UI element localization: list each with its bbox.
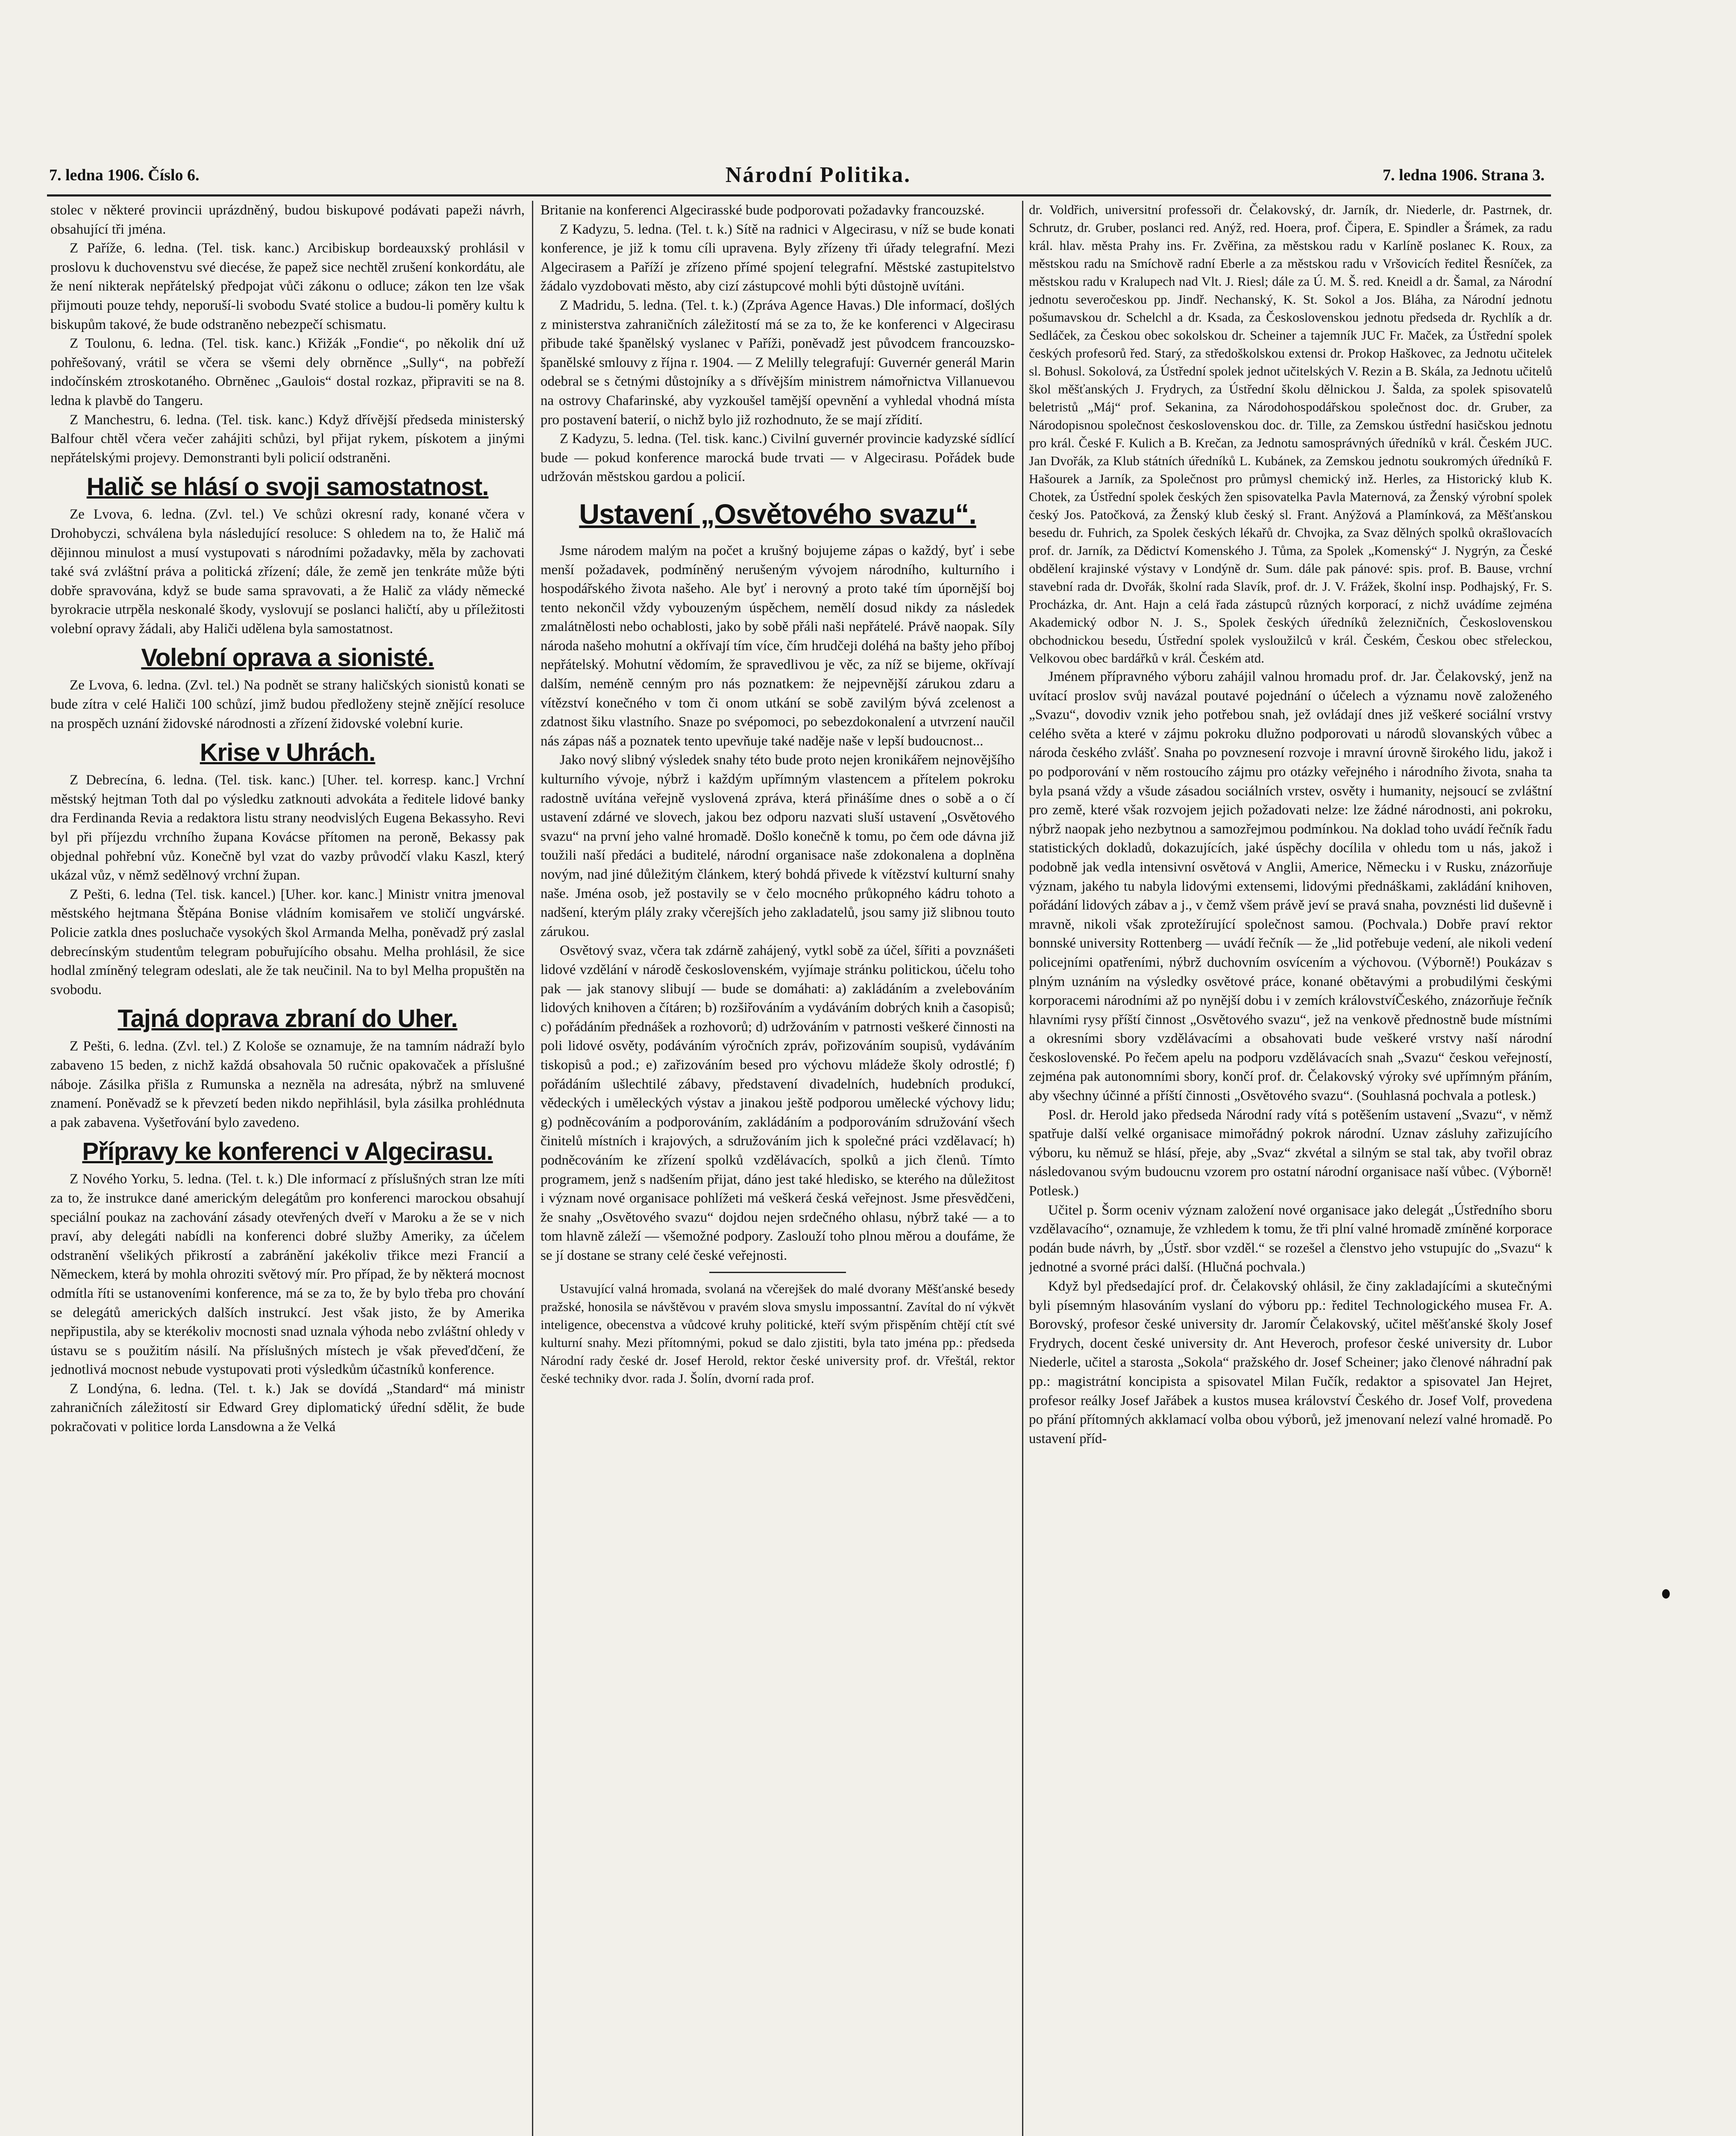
- ink-spot: [1662, 1589, 1670, 1599]
- article-heading: Přípravy ke konferenci v Algecirasu.: [82, 1138, 493, 1166]
- column-divider: [1022, 201, 1023, 2136]
- article-heading: Krise v Uhrách.: [200, 739, 376, 767]
- article-text: Když byl předsedající prof. dr. Čelakovský ohlásil, že činy zakladajícími a skutečnými byli písemným hlasováním vyslaní do výboru pp.: ředitel Technologického musea Fr. A. Borovský, profesor české university dr. Jaromír Čelakovský, učitel měšťanské školy Josef Frydrych, docent české university dr. Ant Heveroch, profesor české university dr. Lubor Niederle, učitel a starosta „Sokola“ pražského dr. Josef Scheiner; jako členové náhradní pak pp.: magistrátní koncipista a spisovatel Milan Fučík, redaktor a spisovatel Jan Hejret, profesor reálky Josef Jařábek a kustos musea království Českého dr. Josef Volf, provedena po přání přítomných akklamací volba obou výborů, jež jmenovaní nelezí valné hromadě. Po ustavení příd-: [1029, 1279, 1552, 1446]
- column-3: [1029, 201, 1552, 2136]
- article-heading: Halič se hlásí o svoji samostatnost.: [86, 473, 489, 501]
- article-text: Z Kadyzu, 5. ledna. (Tel. tisk. kanc.) Civilní guvernér provincie kadyzské sídlící bude — pokud konference marocká bude trvati — v Algecirasu. Pořádek bude udržován městskou gardou a policií.: [540, 431, 1015, 485]
- article-heading: Tajná doprava zbraní do Uher.: [117, 1005, 458, 1033]
- article-text: Posl. dr. Herold jako předseda Národní rady vítá s potěšením ustavení „Svazu“, v němž spatřuje další velké organisace mimořádný pokrok národní. Uznav zásluhy zařizujícího výboru, ku němuž se hlásí, přeje, aby „Svaz“ zkvétal a silným se stal tak, aby tvořil obraz následovanou svým budoucnu vzorem pro ostatní národní organisace naší vůbec. (Výborně! Potlesk.): [1029, 1107, 1552, 1199]
- article-text: Z Kadyzu, 5. ledna. (Tel. t. k.) Sítě na radnici v Algecirasu, v níž se bude konati konference, je již k tomu cíli upravena. Byly zřízeny tři úřady telegrafní. Mezi Algecirasem a Paříží je zřízeno přímé spojení telegrafní. Městské zastupitelstvo žádalo vyzdobovati město, aby cizí zástupcové mohli býti důstojně uvítáni.: [540, 221, 1015, 294]
- page-header: [49, 162, 1545, 192]
- article-heading: Ustavení „Osvětového svazu“.: [579, 498, 976, 530]
- article-text: Z Pešti, 6. ledna (Tel. tisk. kancel.) [Uher. kor. kanc.] Ministr vnitra jmenoval městského hejtmana Štěpána Bonise vládním komisařem ve stoličí ungvárské. Policie zatkla dnes posluchače vysokých škol Armanda Melha, poněvadž prý zaslal debrecínským studentům telegram pobuřujícího obsahu. Melha prohlásil, že sice hodlal zmíněný telegram odeslati, ale že tak neučinil. Na to byl Melha propuštěn na svobodu.: [50, 886, 525, 998]
- article-text: Z Manchestru, 6. ledna. (Tel. tisk. kanc.) Když dřívější předseda ministerský Balfour chtěl včera večer zahájiti schůzi, byl přijat rykem, pískotem a jinými nepřátelskými projevy. Demonstranti byli policií odstraněni.: [50, 412, 525, 466]
- article-text: Ze Lvova, 6. ledna. (Zvl. tel.) Ve schůzi okresní rady, konané včera v Drohobyczi, schválena byla následující resoluce: S ohledem na to, že Halič má dějinnou minulost a musí vystupovati s národními požadavky, měla by zachovati také svá zvláštní práva a politická zřízení; dále, že země jen tenkráte může býti dobře spravována, když se bude sama spravovati, a že Halič za vlády německé byrokracie utrpěla neskonalé škody, vyslovují se poslanci haličtí, aby u příležitosti volební opravy žádali, aby Haliči udělena byla samostatnost.: [50, 507, 525, 637]
- article-text: Osvětový svaz, včera tak zdárně zahájený, vytkl sobě za účel, šířiti a povznášeti lidové vzdělání v národě československém, vyjímaje stránku politickou, účelu toho pak — jak stanovy slibují — bude se domáhati: a) zakládáním a zvelebováním lidových knihoven a čítáren; b) rozšiřováním a vydáváním dobrých knih a časopisů; c) pořádáním přednášek a rozhovorů; d) udržováním v patrnosti veškeré činnosti na poli lidové osvěty, podáváním výročních zpráv, pořizováním soupisů, vydáváním tiskopisů a pod.; e) zařizováním besed pro výchovu mládeže školy odrostlé; f) pořádáním ušlechtilé zábavy, představení divadelních, hudebních produkcí, vědeckých i uměleckých výstav a jinakou ještě podporou umělecké výchovy lidu; g) podněcováním a podporováním, zakládáním a podporováním sdružování všech činitelů místních i krajových, a sdružováním jich k společné práci vzdělavací; h) podněcováním ke zřízení spolků vzdělávacích, spolků a jich členů. Tímto programem, jenž s nadšením přijat, dáno jest také hledisko, se kterého na důležitost i význam nové organisace pohlížeti má veškerá česká veřejnost. Jsme přesvědčeni, že snahy „Osvětového svazu“ dojdou nejen srdečného ohlasu, nýbrž také — a to tom hlavně záleží — všemožné podpory. Zaslouží toho plnou měrou a doufáme, že se jí dostane se strany celé české veřejnosti.: [540, 943, 1015, 1263]
- article-text: Ze Lvova, 6. ledna. (Zvl. tel.) Na podnět se strany haličských sionistů konati se bude zítra v celé Haliči 100 schůzí, jimž budou předloženy stejně znějící resoluce na prospěch uznání židovské národnosti a zřízení židovské volební kurie.: [50, 678, 525, 731]
- article-text: Jsme národem malým na počet a krušný bojujeme zápas o každý, byť i sebe menší požadavek, podmíněný nerušeným vývojem národního, kulturního i hospodářského života našeho. Ale byť i nerovný a proto také tím úpornější boj tento nekončil vždy vybouzeným úspěchem, nemělí dosud nikdy za následek zmalátnělosti nebo ochablosti, jako by sobě přáli naši nepřátelé. Právě naopak. Síly národa našeho mohutní a okřívají tím více, čím hrudčeji doléhá na bašty jeho příboj nepřátelský. Mohutní vědomím, že spravedlivou je věc, za níž se bijeme, okřívají dalším, neméně cenným pro nás poznatkem: že nejpevnější zárukou zdaru a vítězství konečného v tom či onom utkání se sobě zavilým bývá zcelenost a zdatnost šiku vlastního. Snaze po svépomoci, po sebezdokonalení a utvrzení naučil nás zápas náš a poznatek tento upevňuje také naděje naše v lepší budoucnost...: [540, 543, 1015, 749]
- article-text: Z Pešti, 6. ledna. (Zvl. tel.) Z Kološe se oznamuje, že na tamním nádraží bylo zabaveno 15 beden, z nichž každá obsahovala 50 ručnic opakovaček a příslušné náboje. Zásilka přišla z Rumunska a nezněla na adresáta, nýbrž na smluvené znamení. Poněvadž se k převzetí beden nikdo nepřihlásil, byla zásilka prohlédnuta a pak zabavena. Vyšetřování bylo zavedeno.: [50, 1039, 525, 1130]
- header-rule: [47, 194, 1551, 197]
- article-text: Z Debrecína, 6. ledna. (Tel. tisk. kanc.) [Uher. tel. korresp. kanc.] Vrchní městský hejtman Toth dal po výsledku zatknouti advokáta a ředitele lidové banky dra Ferdinanda Revia a redaktora listu strany neodvislých Eugena Bekassyho. Revi byl při příjezdu vrchního župana Kovácse přítomen na peroně, Bekassy pak objednal pohřební vůz. Konečně byl vzat do vazby průvodčí vlaku Kaszl, který ukázal vůz, v němž sedělnový vrchní župan.: [50, 772, 525, 883]
- header-date-page: 7. ledna 1906. Strana 3.: [1383, 166, 1545, 184]
- article-text: Jménem přípravného výboru zahájil valnou hromadu prof. dr. Jar. Čelakovský, jenž na uvítací proslov svůj navázal poutavé pojednání o účelech a významu nově založeného „Svazu“, dovodiv vznik jeho potřebou snah, jež ovládají dnes již veškeré sociální vrstvy celého světa a které v zájmu pokroku dlužno podporovati u národů slovanských vůbec a národa českého zvlášť. Snaha po povznesení rozvoje i mravní úrovně širokého lidu, jakož i po podporování v něm rostoucího zájmu pro otázky veřejného i národního života, snaha ta byla psaná vždy a všude zásadou sociálních vrstev, osvěty i humanity, nejsoucí se zvláštní pro země, které však rozvojem jejich požadovati nelze: lze žádné národnosti, ani pokroku, nýbrž naopak jeho nezbytnou a samozřejmou podmínkou. Na doklad toho uvádí řečník řadu statistických dokladů, dokazujících, jaké úspěchy docílila v ohledu tom u nás, jakož i podobně jak vedla intensivní osvětová v Anglii, Americe, Německu i v Rusku, znázorňuje význam, jakého tu nabyla lidovými extensemi, lidovými přednáškami, zakládání knihoven, pořádání lidových zábav a j., v čemž všem právě jeví se pravá snaha, povznésti lid duševně i mravně, nikoli však zprotežírující společnost samou. (Pochvala.) Dobře praví rektor bonnské university Rottenberg — uvádí řečník — že „lid potřebuje vedení, ale nikoli vedení policejními opatřeními, nýbrž duchovním osvícením a výchovou. (Výborně!) Poukázav s plným uznáním na výsledky osvětové práce, konané obětavými a probudilými českými korporacemi národními až po nynější dobu i v zemích královstvíČeského, znázorňuje řečník hlavními rysy příští činnost „Osvětového svazu“, jež na venkově přednostně bude místními a okresními sbory vzdělávacími a obsahovati bude veškeré vrstvy naší národní československé. Po řečem apelu na podporu vzdělávacích snah „Svazu“ českou veřejností, zejména pak autonomními sbory, končí prof. dr. Čelakovský výroky své upřímným přáním, aby všechny účinné a příští činnosti „Osvětového svazu“. (Souhlasná pochvala a potlesk.): [1029, 669, 1552, 1104]
- article-text: Z Madridu, 5. ledna. (Tel. t. k.) (Zpráva Agence Havas.) Dle informací, došlých z ministerstva zahraničních záležitostí má se za to, že ke konferenci v Algecirasu přibude také španělský vyslanec v Paříži, poněvadž jest původcem francouzsko-španělské smlouvy z října r. 1904. — Z Melilly telegrafují: Guvernér generál Marin odebral se s četnými důstojníky a s dřívějším ministrem námořnictva Villanuevou na ostrovy Chafarinské, aby vyzkoušel tamější opevnění a vyhledal vhodná místa pro postavení baterií, o nichž bylo již rozhodnuto, že se mají zřídití.: [540, 297, 1015, 428]
- column-2: [540, 201, 1015, 2136]
- article-text: dr. Voldřich, universitní professoři dr. Čelakovský, dr. Jarník, dr. Niederle, dr. Pastrnek, dr. Schrutz, dr. Gruber, poslanci red. Anýž, red. Hoera, prof. Čipera, E. Spindler a Šrámek, za radu král. hlav. města Prahy ins. Fr. Zvěřina, za městskou radu v Karlíně poslanec K. Roux, za městskou radu na Smíchově radní Eberle a za městskou radu v Vršovicích ředitel Řesníček, za městskou radu v Kralupech nad Vlt. J. Riesl; dále za Ú. M. Š. red. Kneidl a dr. Šamal, za Národní jednotu severočeskou pp. Jindř. Nechanský, K. St. Sokol a Jos. Bláha, za Národní jednotu pošumavskou dr. Schelchl a dr. Ksada, za Československou jednotu předseda dr. Rychlík a dr. Sedláček, za Českou obec sokolskou dr. Scheiner a tajemník JUC Fr. Maček, za Ústřední spolek českých profesorů řed. Starý, za středoškolskou extensi dr. Prokop Haškovec, za Jednotu učitelek sl. Bohusl. Sokolová, za Ústřední spolek jednot učitelských V. Rezin a B. Skála, za Jednotu učitelů škol měšťanských J. Frydrych, za Ústřední školu dělnickou J. Šalda, za spolek spisovatelů beletristů „Máj“ prof. Sekanina, za Národohospodářskou společnost doc. dr. Gruber, za Národopisnou společnost československou doc. dr. Tille, za Zemskou ústřední hasičskou jednotu pro král. České F. Kulich a B. Krečan, za Jednotu samosprávných úředníků v král. Českém JUC. Jan Dvořák, za Klub státních úředníků L. Kubánek, za Zemskou jednotu soukromých úředníků F. Hašourek a Jarník, za Společnost pro průmysl chemický inž. Herles, za Historický klub K. Chotek, za Ústřední spolek českých žen spisovatelka Pavla Maternová, za Ženský výrobní spolek český Jos. Patočková, za Ženský klub český sl. Frant. Anýžová a Plamínková, za Měšťanskou besedu dr. Fuhrich, za Spolek českých lékařů dr. Chvojka, za Svaz dělných spolků okrašlovacích prof. dr. Jarník, za Dědictví Komenského J. Tůma, za Spolek „Komenský“ J. Nygrýn, za České obdělení krajinské výstavy v Londýně dr. Sum. dále pak pánové: spis. prof. B. Bause, vrchní stavební rada dr. Dvořák, školní rada Slavík, prof. dr. J. V. Frážek, školní insp. Podhajský, Fr. S. Procházka, dr. Ant. Hajn a celá řada zástupců různých korporací, z nichž uvádíme zejména Akademický odbor N. J. S., Spolek českých úředníků železničních, Československou obchodnickou besedu, Ústřední spolek vysloužilců v král. Českém, Českou obec střeleckou, Velkovou obec bardářků v král. Českém atd.: [1029, 202, 1552, 666]
- column-divider: [532, 201, 533, 2136]
- article-text: Z Toulonu, 6. ledna. (Tel. tisk. kanc.) Křižák „Fondie“, po několik dní už pohřešovaný, vrátil se včera se všemi dely obrněnce „Sully“, na pobřeží indočínském ztroskotaného. Obrněnec „Gaulois“ dostal rozkaz, připraviti se na 8. ledna k plavbě do Tangeru.: [50, 336, 525, 408]
- article-text: Z Paříže, 6. ledna. (Tel. tisk. kanc.) Arcibiskup bordeauxský prohlásil v proslovu k duchovenstvu své diecése, že papež sice nechtěl zrušení konkordátu, ale že není nikterak nepřátelský předpojat vůči zákonu o odluce; zákon ten lze však přijmouti pouze tehdy, neporuší-li svobodu Svaté stolice a budou-li poměry kultu k biskupům takové, že bude odstraněno nebezpečí schismatu.: [50, 241, 525, 332]
- article-heading: Volební oprava a sionisté.: [141, 644, 434, 672]
- article-text: Učitel p. Šorm oceniv význam založení nové organisace jako delegát „Ústředního sboru vzdělavacího“, oznamuje, že vzhledem k tomu, že tři plní valné hromadě zmíněné korporace podán bude návrh, by „Ústř. sbor vzděl.“ se rozešel a členstvo jeho vstupujíc do „Svazu“ k jednotné a svorné práci další. (Hlučná pochvala.): [1029, 1202, 1552, 1275]
- article-text: Ustavující valná hromada, svolaná na včerejšek do malé dvorany Měšťanské besedy pražské, honosila se návštěvou v pravém slova smyslu impossantní. Zavítal do ní výkvět inteligence, obecenstva a vůdcové kruhy politické, kteří svým přispěním chtějí ctít své kulturní snahy. Mezi přítomnými, pokud se dalo zjistiti, byla tato jména pp.: předseda Národní rady české dr. Josef Herold, rektor české university prof. dr. Vřeštál, rektor české techniky dvor. rada J. Šolín, dvorní rada prof.: [540, 1281, 1015, 1386]
- newspaper-title: Národní Politika.: [725, 163, 911, 187]
- article-text: Britanie na konferenci Algecirasské bude podporovati požadavky francouzské.: [540, 202, 985, 218]
- article-text: Jako nový slibný výsledek snahy této bude proto nejen kronikářem nejnovějšího kulturního vývoje, nýbrž i každým upřímným vlastencem a přítelem pokroku radostně uvítána veřejně vyslovená zpráva, která přinášíme dnes o sobě a o čí ustavení zdárné ve slovech, jakou bez odporu nazvati sluší ustavení „Osvětového svazu“ na první jeho valné hromadě. Došlo konečně k tomu, po čem ode dávna již toužili naší předáci a buditelé, národní organisace naše zdokonalena a doplněna novým, nad jiné důležitým článkem, který bohdá přivede k vítězství kulturní snahy naše. Jména osob, jež postavily se v čelo mocného průkopného kádru tohoto a nadšení, kterým plály zraky včerejších jeho zakladatelů, jsou samy již slibnou touto zárukou.: [540, 752, 1015, 939]
- article-text: Z Londýna, 6. ledna. (Tel. t. k.) Jak se dovídá „Standard“ má ministr zahraničních záležitostí sir Edward Grey diplomatický úřední sdělit, že bude pokračovati v politice lorda Lansdowna a že Velká: [50, 1381, 525, 1435]
- header-date-issue: 7. ledna 1906. Číslo 6.: [49, 166, 200, 184]
- article-text: Z Nového Yorku, 5. ledna. (Tel. t. k.) Dle informací z příslušných stran lze míti za to, že instrukce dané americkým delegátům pro konferenci marockou obsahují speciální poukaz na zachování zásady otevřených dveří v Maroku a že se v nich praví, aby delegáti nabídli na konferenci dobré služby Ameriky, za účelem odstranění všelikých přikrostí a zabránění jakékoliv třikce mezi Francií a Německem, která by mohla ohroziti světový mír. Pro případ, že by některá mocnost odmítla říti se ustanoveními konference, má se za to, že by bylo třeba pro chování se delegátů amerických dalších instrukcí. Jest však jisto, že by Amerika nepřipustila, aby se kterékoliv mocnosti snad uznala výhoda nebo zvláštní ohledy v ústavu se s použitím násilí. Na příslušných místech je však převeďdčení, že jednotlivá mocnost nebude vystupovati proti výsledkům účastníků konference.: [50, 1171, 525, 1378]
- section-divider: [709, 1272, 846, 1273]
- article-text: stolec v některé provincii uprázdněný, budou biskupové podávati papeži návrh, obsahující tři jména.: [50, 202, 525, 237]
- column-1: [50, 201, 525, 2136]
